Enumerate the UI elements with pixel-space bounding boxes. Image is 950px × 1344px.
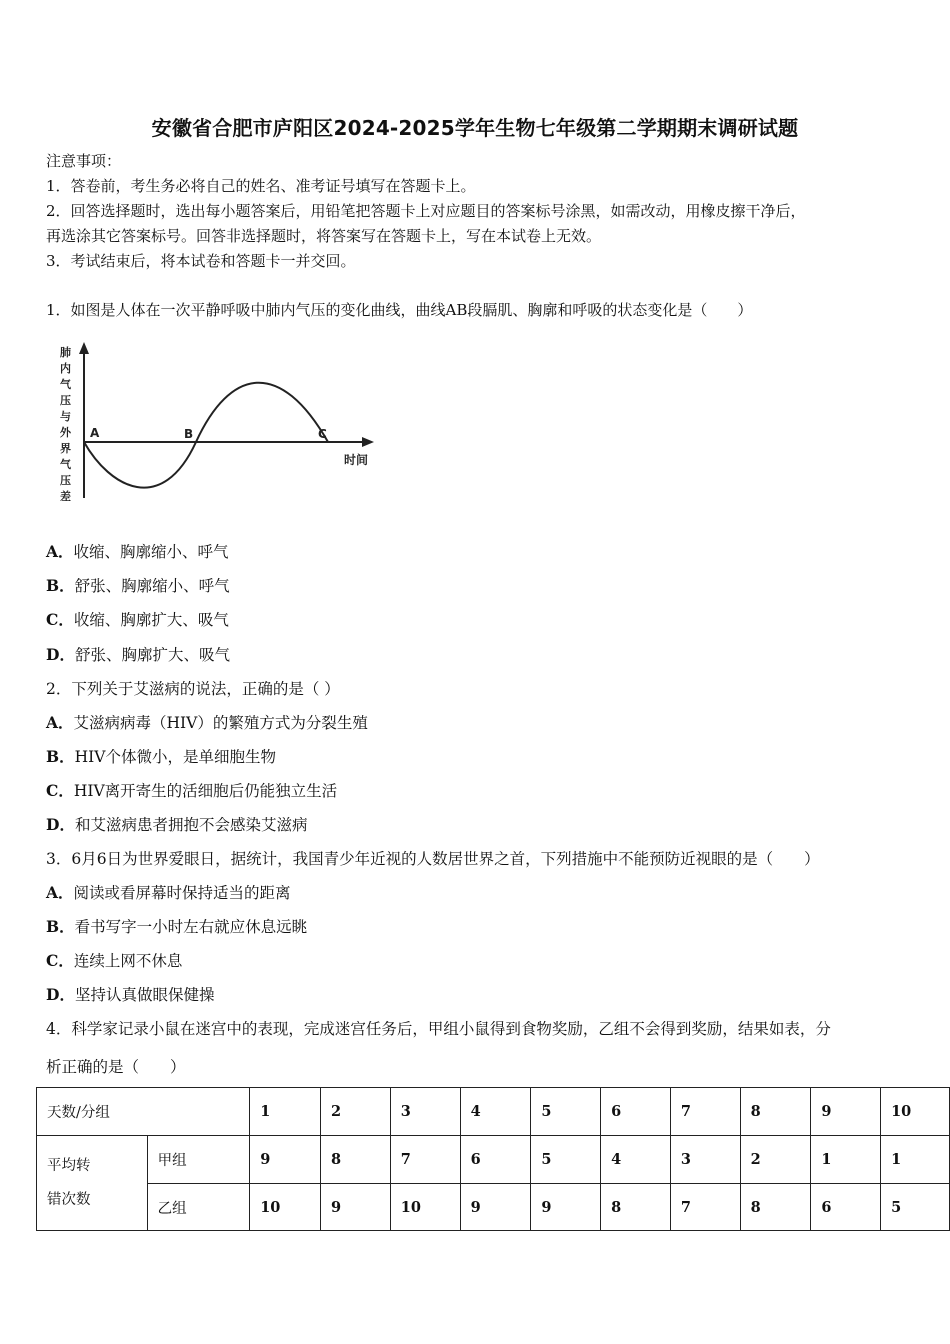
x-axis-arrow [362,437,374,447]
day-cell: 4 [460,1088,531,1136]
notice-item: 2．回答选择题时，选出每小题答案后，用铅笔把答题卡上对应题目的答案标号涂黑，如需改动，用橡皮擦干净后， [46,202,806,220]
table-cell: 6 [460,1136,531,1184]
maze-results-table [36,1087,950,1231]
table-cell: 9 [321,1184,391,1231]
option-key: C． [46,951,74,970]
option-text: 艾滋病病毒（HIV）的繁殖方式为分裂生殖 [73,714,368,732]
option-text: 舒张、胸廓扩大、吸气 [74,646,230,664]
table-cell: 7 [390,1136,460,1184]
option-text: HIV个体微小，是单细胞生物 [74,748,276,766]
point-b-label: B [184,427,194,441]
option-key: D． [46,985,75,1004]
q2-option-b[interactable] [46,747,276,767]
y-axis-label-6: 外 [60,426,71,439]
question-4-stem-line2: 析正确的是（ ） [46,1058,186,1076]
y-axis-label-7: 界 [60,442,71,455]
q2-option-c[interactable] [46,781,337,801]
day-cell: 7 [670,1088,740,1136]
option-key: B． [46,747,75,766]
row-label-line1: 平均转 [47,1158,91,1174]
group-b-label: 乙组 [147,1184,250,1231]
option-key: B． [46,917,75,936]
day-cell: 2 [321,1088,391,1136]
y-axis-label-4: 压 [60,394,71,407]
q3-option-c[interactable] [46,951,182,971]
day-cell: 6 [601,1088,671,1136]
row-label-cell [37,1136,148,1231]
table-header-row [37,1088,950,1136]
table-cell: 5 [531,1136,601,1184]
y-axis-label-9: 压 [60,474,71,487]
notice-heading: 注意事项： [46,152,122,170]
x-axis-label: 时间 [344,453,369,467]
option-text: 连续上网不休息 [73,952,183,970]
group-a-label: 甲组 [147,1136,250,1184]
header-label-cell: 天数/分组 [37,1088,250,1136]
notice-item: 3．考试结束后，将本试卷和答题卡一并交回。 [46,252,356,270]
table-cell: 9 [250,1136,321,1184]
table-cell: 1 [881,1136,950,1184]
day-cell: 8 [740,1088,811,1136]
option-key: A． [46,542,74,561]
y-axis-arrow [79,342,89,354]
option-text: 坚持认真做眼保健操 [74,986,215,1004]
day-cell: 1 [250,1088,321,1136]
table-cell: 3 [670,1136,740,1184]
question-2-stem: 2．下列关于艾滋病的说法，正确的是（ ） [46,680,340,698]
table-cell: 1 [811,1136,881,1184]
question-3-stem: 3．6月6日为世界爱眼日，据统计，我国青少年近视的人数居世界之首，下列措施中不能预防近视眼的是（ ） [46,850,820,868]
q1-option-c[interactable] [46,610,229,630]
table-cell: 7 [670,1184,740,1231]
q2-option-d[interactable] [46,815,307,835]
option-text: 收缩、胸廓缩小、呼气 [73,543,229,561]
question-4-stem-line1: 4．科学家记录小鼠在迷宫中的表现，完成迷宫任务后，甲组小鼠得到食物奖励，乙组不会得到奖励，结果如表，分 [46,1020,831,1038]
option-text: 阅读或看屏幕时保持适当的距离 [73,884,291,902]
q3-option-b[interactable] [46,917,307,937]
y-axis-label-2: 内 [60,362,71,375]
option-text: 舒张、胸廓缩小、呼气 [74,577,230,595]
option-text: 收缩、胸廓扩大、吸气 [73,611,229,629]
q2-option-a[interactable] [46,713,368,733]
q3-option-d[interactable] [46,985,214,1005]
table-cell: 4 [601,1136,671,1184]
option-key: D． [46,815,75,834]
point-a-label: A [90,426,100,440]
option-key: A． [46,713,74,732]
notice-item: 再选涂其它答案标号。回答非选择题时，将答案写在答题卡上，写在本试卷上无效。 [46,227,602,245]
table-cell: 8 [321,1136,391,1184]
option-text: HIV离开寄生的活细胞后仍能独立生活 [73,782,338,800]
option-text: 看书写字一小时左右就应休息远眺 [74,918,308,936]
table-cell: 10 [390,1184,460,1231]
day-cell: 10 [881,1088,950,1136]
day-cell: 5 [531,1088,601,1136]
point-c-label: C [318,427,327,441]
option-key: D． [46,645,75,664]
option-text: 和艾滋病患者拥抱不会感染艾滋病 [74,816,308,834]
day-cell: 3 [390,1088,460,1136]
y-axis-label-3: 气 [60,378,71,391]
day-cell: 9 [811,1088,881,1136]
table-cell: 8 [601,1184,671,1231]
table-cell: 5 [881,1184,950,1231]
q1-option-a[interactable] [46,542,229,562]
table-cell: 6 [811,1184,881,1231]
pressure-curve [84,383,328,488]
table-row [37,1136,950,1184]
y-axis-label-10: 差 [60,490,71,503]
table-cell: 9 [460,1184,531,1231]
pressure-curve-graph [50,338,380,508]
table-cell: 2 [740,1136,811,1184]
option-key: A． [46,883,74,902]
table-cell: 10 [250,1184,321,1231]
table-row [37,1184,950,1231]
option-key: B． [46,576,75,595]
q1-option-b[interactable] [46,576,230,596]
table-cell: 9 [531,1184,601,1231]
table-cell: 8 [740,1184,811,1231]
notice-item: 1．答卷前，考生务必将自己的姓名、准考证号填写在答题卡上。 [46,177,476,195]
question-1-stem: 1．如图是人体在一次平静呼吸中肺内气压的变化曲线，曲线AB段膈肌、胸廓和呼吸的状态变化是（ ） [46,301,753,319]
y-axis-label-8: 气 [60,458,71,471]
page-title: 安徽省合肥市庐阳区2024-2025学年生物七年级第二学期期末调研试题 [151,116,799,140]
q1-option-d[interactable] [46,645,230,665]
y-axis-label-5: 与 [60,410,71,423]
row-label-line2: 错次数 [47,1192,91,1208]
option-key: C． [46,610,74,629]
y-axis-label-1: 肺 [60,346,71,359]
q3-option-a[interactable] [46,883,291,903]
option-key: C． [46,781,74,800]
